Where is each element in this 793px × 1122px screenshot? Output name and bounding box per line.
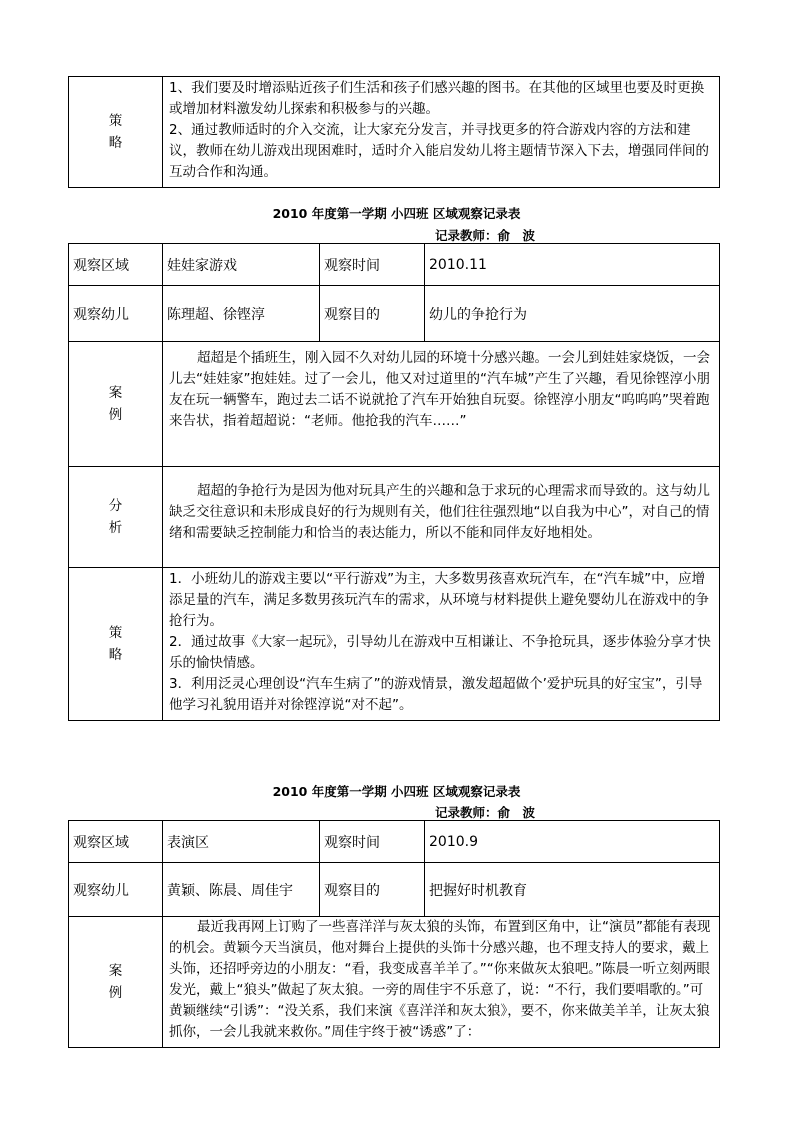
record1-purpose-label: 观察目的 <box>320 286 425 342</box>
strategy-line-1: 1、我们要及时增添贴近孩子们生活和孩子们感兴趣的图书。在其他的区域里也要及时更换或增加材料激发幼儿探索和积极参与的兴趣。 <box>169 80 705 117</box>
record2-time-label: 观察时间 <box>320 821 425 863</box>
record2-table <box>68 820 720 1048</box>
record1-recorder: 记录教师：俞 波 <box>435 228 536 243</box>
record1-time-label: 观察时间 <box>320 244 425 286</box>
record1-table <box>68 243 720 721</box>
strategy-content <box>163 77 720 188</box>
record1-analysis-label <box>69 467 163 568</box>
record1-case-text: 超超是个插班生，刚入园不久对幼儿园的环境十分感兴趣。一会儿到娃娃家烧饭，一会儿去“娃娃家”抱娃娃。过了一会儿，他又对过道里的“汽车城”产生了兴趣，看见徐铿淳小朋友在玩一辆警车，跑过去二话不说就抢了汽车开始独自玩耍。徐铿淳小朋友“呜呜呜”哭着跑来告状，指着超超说：“老师。他抢我的汽车……” <box>163 342 720 467</box>
record1-child-value: 陈理超、徐铿淳 <box>163 286 320 342</box>
record2-case-text: 最近我再网上订购了一些喜洋洋与灰太狼的头饰，布置到区角中，让“演员”都能有表现的机会。黄颖今天当演员，他对舞台上提供的头饰十分感兴趣，也不理支持人的要求，戴上头饰，还招呼旁边的小朋友：“看，我变成喜羊羊了。”“你来做灰太狼吧。”陈晨一听立刻两眼发光，戴上“狼头”做起了灰太狼。一旁的周佳宇不乐意了，说：“不行，我们要唱歌的。”可黄颖继续“引诱”：“没关系，我们来演《喜洋洋和灰太狼》，要不，你来做美羊羊，让灰太狼抓你，一会儿我就来救你。”周佳宇终于被“诱惑”了： <box>163 917 720 1048</box>
record2-purpose-label: 观察目的 <box>320 863 425 917</box>
record1-analysis-label-text: 分析 <box>108 498 123 536</box>
strategy-label-text: 策略 <box>108 113 123 151</box>
record1-purpose-value: 幼儿的争抢行为 <box>425 286 720 342</box>
record1-strategy-line-2: 2．通过故事《大家一起玩》，引导幼儿在游戏中互相谦让、不争抢玩具，逐步体验分享才快乐的愉快情感。 <box>169 634 711 671</box>
record2-area-value: 表演区 <box>163 821 320 863</box>
strategy-label <box>69 77 163 188</box>
record2-child-label: 观察幼儿 <box>69 863 163 917</box>
record1-strategy-label <box>69 568 163 721</box>
strategy-line-2: 2、通过教师适时的介入交流，让大家充分发言，并寻找更多的符合游戏内容的方法和建议，教师在幼儿游戏出现困难时，适时介入能启发幼儿将主题情节深入下去，增强同伴间的互动合作和沟通。 <box>169 122 709 180</box>
record1-strategy-content <box>163 568 720 721</box>
record1-case-label <box>69 342 163 467</box>
record2-title: 2010 年度第一学期 小四班 区域观察记录表 <box>272 784 521 799</box>
record2-area-label: 观察区域 <box>69 821 163 863</box>
record2-child-value: 黄颖、陈晨、周佳宇 <box>163 863 320 917</box>
record1-strategy-line-3: 3．利用泛灵心理创设“汽车生病了”的游戏情景，激发超超做个’爱护玩具的好宝宝”，引导他学习礼貌用语并对徐铿淳说“对不起”。 <box>169 676 703 713</box>
record1-area-value: 娃娃家游戏 <box>163 244 320 286</box>
record1-strategy-line-1: 1．小班幼儿的游戏主要以“平行游戏”为主，大多数男孩喜欢玩汽车，在“汽车城”中，应增添足量的汽车，满足多数男孩玩汽车的需求，从环境与材料提供上避免婴幼儿在游戏中的争抢行为。 <box>169 571 709 629</box>
record2-case-label-text: 案例 <box>108 963 123 1001</box>
record2-case-label <box>69 917 163 1048</box>
record1-case-label-text: 案例 <box>108 385 123 423</box>
record1-strategy-label-text: 策略 <box>108 625 123 663</box>
record2-purpose-value: 把握好时机教育 <box>425 863 720 917</box>
record2-time-value: 2010.9 <box>425 821 720 863</box>
record1-analysis-text: 超超的争抢行为是因为他对玩具产生的兴趣和急于求玩的心理需求而导致的。这与幼儿缺乏交往意识和未形成良好的行为规则有关，他们往往强烈地“以自我为中心”，对自己的情绪和需要缺乏控制能力和恰当的表达能力，所以不能和同伴友好地相处。 <box>163 467 720 568</box>
record1-time-value: 2010.11 <box>425 244 720 286</box>
top-strategy-table <box>68 76 720 188</box>
record2-recorder: 记录教师：俞 波 <box>435 805 536 820</box>
record1-child-label: 观察幼儿 <box>69 286 163 342</box>
record1-area-label: 观察区域 <box>69 244 163 286</box>
record1-title: 2010 年度第一学期 小四班 区域观察记录表 <box>272 206 521 221</box>
